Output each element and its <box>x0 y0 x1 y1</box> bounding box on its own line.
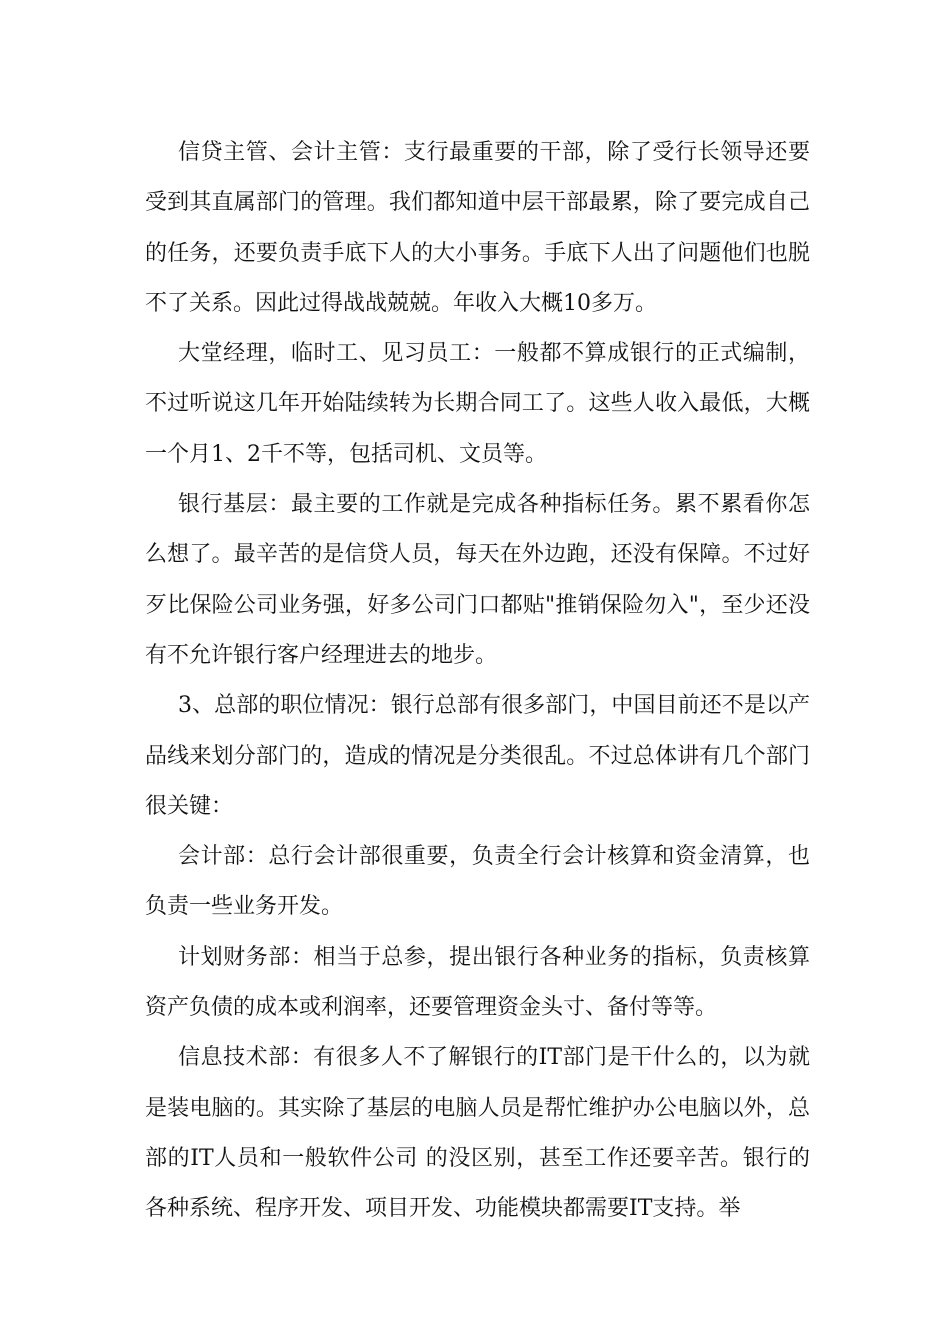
document-body <box>145 128 810 1235</box>
paragraph-planning-finance-department: 计划财务部：相当于总参，提出银行各种业务的指标，负责核算资产负债的成本或利润率，还要管理资金头寸、备付等等。 <box>145 944 810 1021</box>
paragraph-it-department: 信息技术部：有很多人不了解银行的IT部门是干什么的，以为就是装电脑的。其实除了基层的电脑人员是帮忙维护办公电脑以外，总部的IT人员和一般软件公司 的没区别，甚至工作还要辛苦。银行的各种系统、程序开发、项目开发、功能模块都需要IT支持。举 <box>145 1045 810 1222</box>
paragraph-credit-accounting-supervisor: 信贷主管、会计主管：支行最重要的干部，除了受行长领导还要受到其直属部门的管理。我们都知道中层干部最累，除了要完成自己的任务，还要负责手底下人的大小事务。手底下人出了问题他们也脱不了关系。因此过得战战兢兢。年收入大概10多万。 <box>145 140 810 316</box>
paragraph-accounting-department: 会计部：总行会计部很重要，负责全行会计核算和资金清算，也负责一些业务开发。 <box>145 844 810 920</box>
paragraph-lobby-manager: 大堂经理，临时工、见习员工：一般都不算成银行的正式编制，不过听说这几年开始陆续转为长期合同工了。这些人收入最低，大概一个月1、2千不等，包括司机、文员等。 <box>145 341 810 467</box>
paragraph-headquarters-positions: 3、总部的职位情况：银行总部有很多部门，中国目前还不是以产品线来划分部门的，造成的情况是分类很乱。不过总体讲有几个部门很关键： <box>145 693 810 819</box>
paragraph-bank-grassroots: 银行基层：最主要的工作就是完成各种指标任务。累不累看你怎么想了。最辛苦的是信贷人员，每天在外边跑，还没有保障。不过好歹比保险公司业务强，好多公司门口都贴"推销保险勿入"，至少还没有不允许银行客户经理进去的地步。 <box>145 492 810 668</box>
